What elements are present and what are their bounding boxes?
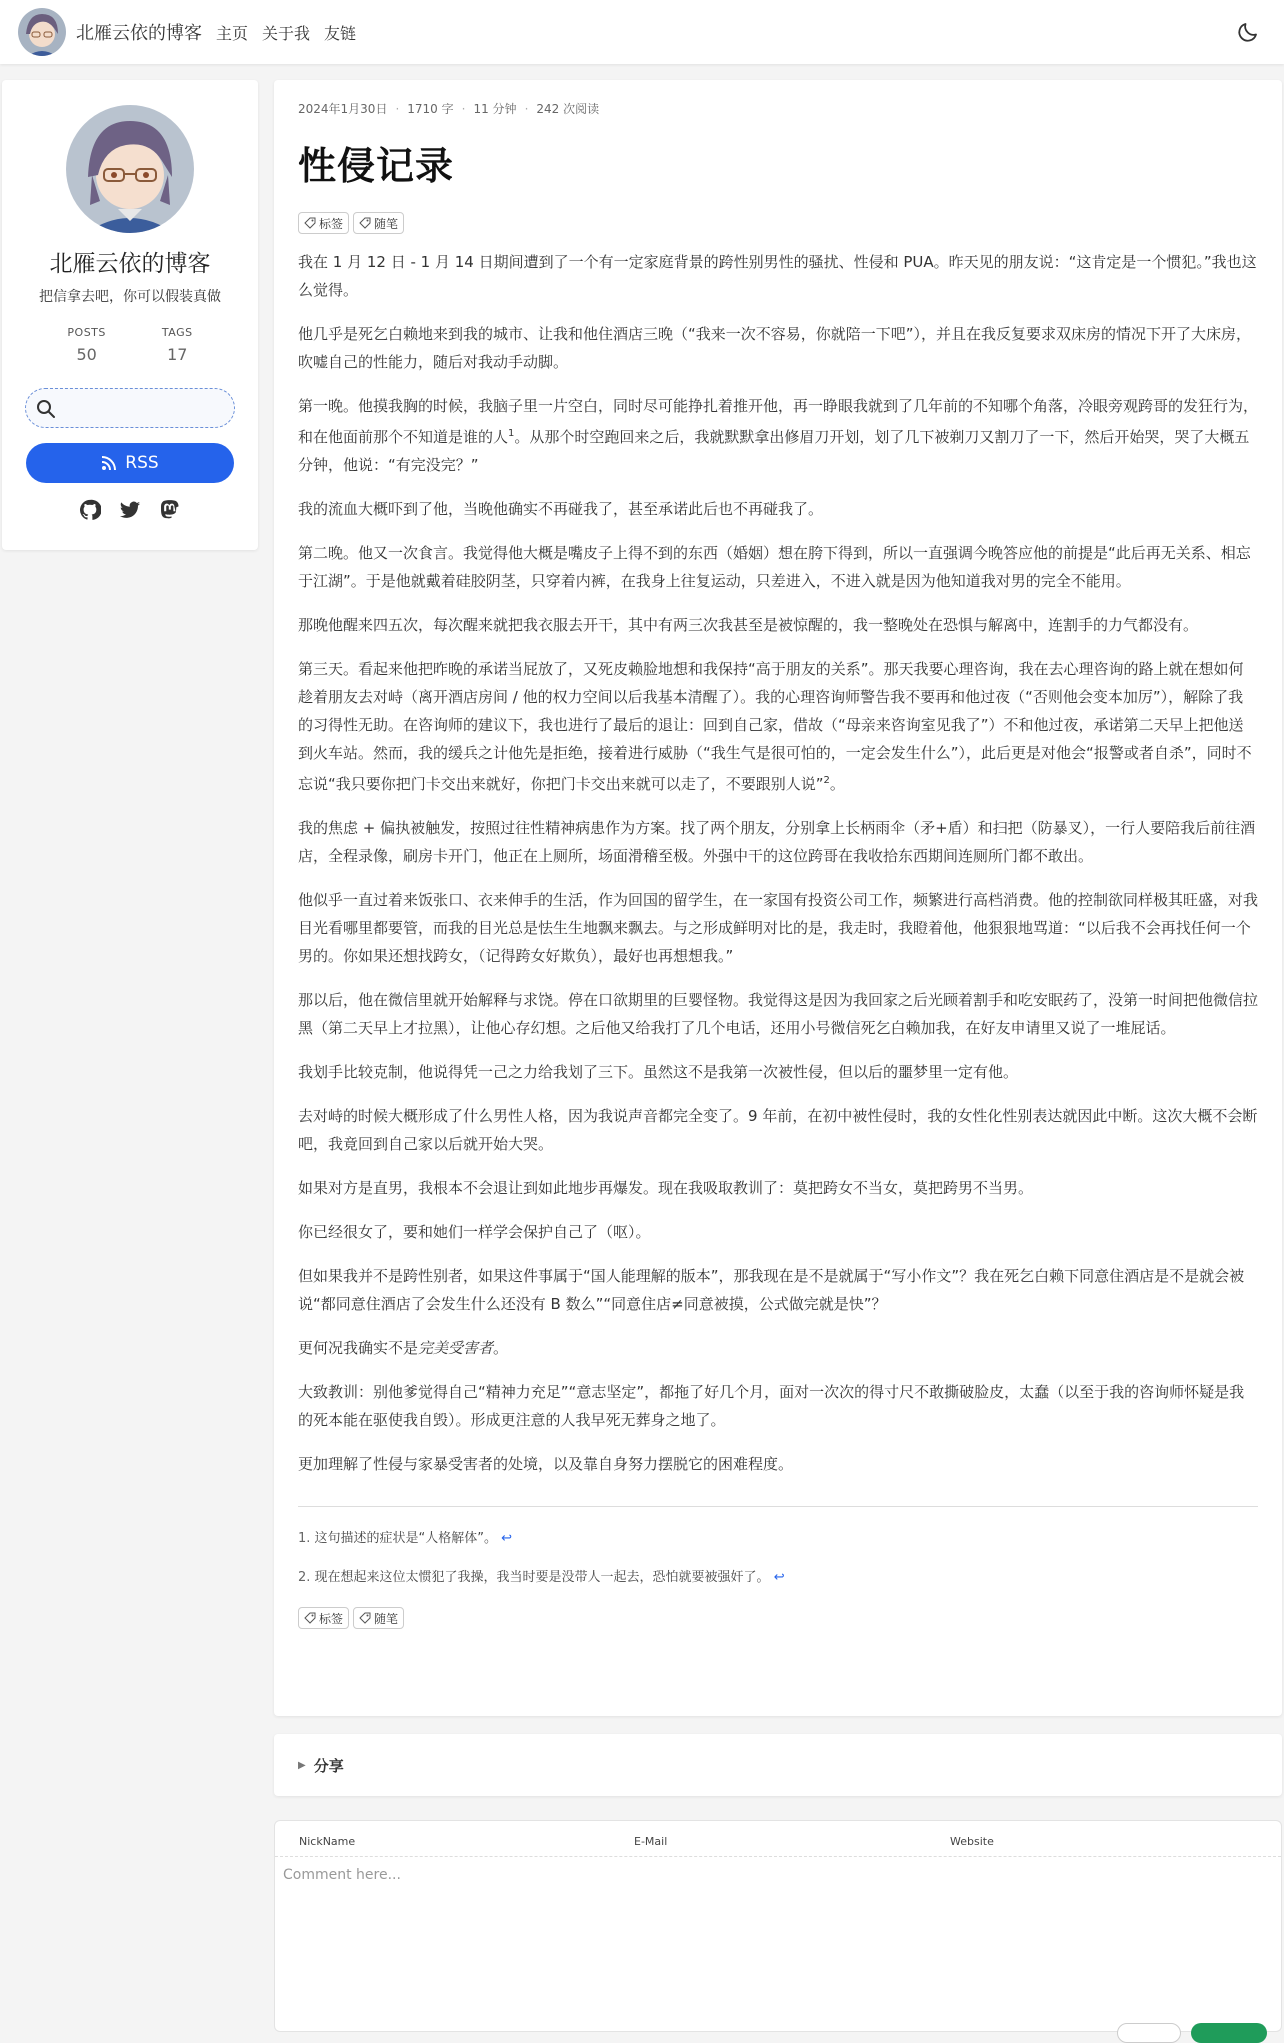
email-field[interactable]: E-Mail (634, 1835, 668, 1848)
paragraph (298, 320, 1258, 376)
tag-icon (304, 217, 316, 229)
paragraph-text: 。从那个时空跑回来之后，我就默默拿出修眉刀开划，划了几下被剃刀又割刀了一下，然后开始哭，哭了大概五分钟，他说：“有完没完？” (298, 428, 1250, 474)
tag-label: 标签 (319, 1611, 344, 1626)
site-title[interactable]: 北雁云依的博客 (76, 23, 202, 44)
paragraph-text: 更何况我确实不是 (298, 1339, 419, 1357)
stat-posts-label: POSTS (67, 326, 106, 339)
paragraph (298, 655, 1258, 798)
article-tags-top (298, 212, 1258, 234)
comment-textarea[interactable]: Comment here... (283, 1867, 401, 1883)
preview-button[interactable] (1117, 2023, 1181, 2043)
post-date: 2024年1月30日 (298, 102, 388, 116)
rss-label: RSS (125, 453, 159, 473)
paragraph (298, 392, 1258, 479)
share-label: 分享 (313, 1756, 344, 1775)
paragraph (298, 1334, 1258, 1362)
profile-stats (2, 326, 258, 364)
tag-label: 标签 (319, 216, 344, 231)
nickname-field[interactable]: NickName (299, 1835, 356, 1848)
paragraph: 如果对方是直男，我根本不会退让到如此地步再爆发。现在我吸取教训了：莫把跨女不当女，莫把跨男不当男。 (298, 1179, 1034, 1197)
paragraph: 第二晚。他又一次食言。我觉得他大概是嘴皮子上得不到的东西（婚姻）想在胯下得到，所以一直强调今晚答应他的前提是“此后再无关系、相忘于江湖”。于是他就戴着硅胶阴茎，只穿着内裤，在我身上往复运动，只差进入，不进入就是因为他知道我对男的完全不能用。 (298, 544, 1251, 590)
moon-icon[interactable] (1236, 20, 1260, 44)
footnote-item (298, 1568, 1258, 1588)
search-input[interactable] (64, 395, 224, 421)
share-toggle[interactable] (274, 1734, 1282, 1796)
paragraph-text: 第三天。看起来他把昨晚的承诺当屁放了，又死皮赖脸地想和我保持“高于朋友的关系”。那天我要心理咨询，我在去心理咨询的路上就在想如何趁着朋友去对峙（离开酒店房间 / 他的权力空间以后我基本清醒了）。我的心理咨询师警告我不要再和他过夜（“否则他会变本加厉”），解除了我的习得性无助。在咨询师的建议下，我也进行了最后的退让：回到自己家，借故（“母亲来咨询室见我了”）不和他过夜，承诺第二天早上把他送到火车站。然而，我的缓兵之计他先是拒绝，接着进行威胁（“我生气是很可怕的，一定会发生什么”），此后更是对他会“报警或者自杀”，同时不忘说“我只要你把门卡交出来就好，你把门卡交出来就可以走了，不要跟别人说” (298, 660, 1252, 793)
mastodon-icon[interactable] (159, 499, 181, 521)
tag-chip[interactable] (353, 212, 404, 234)
paragraph: 去对峙的时候大概形成了什么男性人格，因为我说声音都完全变了。9 年前，在初中被性侵时，我的女性化性别表达就因此中断。这次大概不会断吧，我竟回到自己家以后就开始大哭。 (298, 1107, 1258, 1153)
paragraph: 但如果我并不是跨性别者，如果这件事属于“国人能理解的版本”，那我现在是不是就属于“写小作文”？我在死乞白赖下同意住酒店是不是就会被说“都同意住酒店了会发生什么还没有 B 数么”“同意住店≠同意被摸，公式做完就是快”？ (298, 1267, 1245, 1313)
stat-tags-value: 17 (167, 345, 188, 364)
meta-separator: · (461, 101, 466, 116)
paragraph: 那晚他醒来四五次，每次醒来就把我衣服去开干，其中有两三次我甚至是被惊醒的，我一整晚处在恐惧与解离中，连割手的力气都没有。 (298, 616, 1199, 634)
emphasis-text: 完美受害者 (418, 1339, 494, 1357)
stat-posts[interactable] (67, 326, 105, 364)
footnote-item (298, 1529, 1258, 1549)
article-body (298, 248, 1258, 1478)
footnote-number: 2. (298, 1570, 311, 1585)
github-icon[interactable] (79, 499, 101, 521)
footnotes-list (298, 1529, 1258, 1588)
footnote-number: 1. (298, 1531, 311, 1546)
tag-chip[interactable] (298, 212, 349, 234)
paragraph-text: 。 (493, 1339, 509, 1357)
stat-tags[interactable] (162, 326, 193, 364)
article-meta (298, 100, 1258, 117)
profile-name: 北雁云依的博客 (49, 251, 211, 277)
website-field[interactable]: Website (950, 1835, 994, 1848)
search-icon (36, 399, 56, 419)
paragraph: 大致教训：别他爹觉得自己“精神力充足”“意志坚定”，都拖了好几个月，面对一次次的得寸尺不敢撕破脸皮，太蠢（以至于我的咨询师怀疑是我的死本能在驱使我自毁）。形成更注意的人我早死无葬身之地了。 (298, 1383, 1245, 1429)
footnote-ref-1[interactable]: 1 (508, 428, 515, 439)
disclosure-triangle-icon: ▶ (298, 1759, 306, 1771)
paragraph: 你已经很女了，要和她们一样学会保护自己了（呕）。 (298, 1223, 651, 1241)
submit-button[interactable] (1191, 2023, 1267, 2043)
tag-icon (304, 1612, 316, 1624)
tag-icon (359, 1612, 371, 1624)
footnote-ref-2[interactable]: 2 (823, 775, 830, 786)
tag-label: 随笔 (374, 1611, 399, 1626)
top-navbar (0, 0, 1284, 64)
paragraph: 我划手比较克制，他说得凭一己之力给我划了三下。虽然这不是我第一次被性侵，但以后的噩梦里一定有他。 (298, 1063, 1019, 1081)
paragraph: 他似乎一直过着来饭张口、衣来伸手的生活，作为回国的留学生，在一家国有投资公司工作，频繁进行高档消费。他的控制欲同样极其旺盛，对我目光看哪里都要管，而我的目光总是怯生生地飘来飘去。与之形成鲜明对比的是，我走时，我瞪着他，他狠狠地骂道：“以后我不会再找任何一个男的。你如果还想找跨女，（记得跨女好欺负），最好也再想想我。” (298, 891, 1259, 965)
paragraph-text: 。 (829, 775, 845, 793)
paragraph: 我的焦虑 + 偏执被触发，按照过往性精神病患作为方案。找了两个朋友，分别拿上长柄雨伞（矛+盾）和扫把（防暴叉），一行人要陪我后前往酒店，全程录像，刷房卡开门，他正在上厕所，场面滑稽至极。外强中干的这位跨哥在我收拾东西期间连厕所门都不敢出。 (298, 819, 1256, 865)
article-title: 性侵记录 (298, 144, 455, 188)
article-tags-bottom (298, 1607, 1258, 1629)
paragraph: 那以后，他在微信里就开始解释与求饶。停在口欲期里的巨婴怪物。我觉得这是因为我回家之后光顾着割手和吃安眠药了，没第一时间把他微信拉黑（第二天早上才拉黑），让他心存幻想。之后他又给我打了几个电话，还用小号微信死乞白赖加我，在好友申请里又说了一堆屁话。 (298, 991, 1259, 1037)
tag-chip[interactable] (353, 1607, 404, 1629)
paragraph: 我在 1 月 12 日 - 1 月 14 日期间遭到了一个有一定家庭背景的跨性别男性的骚扰、性侵和 PUA。昨天见的朋友说：“这肯定是一个惯犯。”我也这么觉得。 (298, 253, 1257, 299)
footnote-text: 这句描述的症状是“人格解体”。 (314, 1531, 498, 1546)
meta-separator: · (524, 101, 529, 116)
tag-icon (359, 217, 371, 229)
post-read-time: 11 分钟 (473, 102, 517, 116)
post-word-count: 1710 字 (407, 102, 454, 116)
profile-sidebar (2, 80, 258, 550)
nav-about[interactable]: 关于我 (262, 23, 311, 43)
stat-tags-label: TAGS (161, 326, 193, 339)
paragraph: 我的流血大概吓到了他，当晚他确实不再碰我了，甚至承诺此后也不再碰我了。 (298, 500, 824, 518)
comment-fields (275, 1821, 1281, 1848)
twitter-icon[interactable] (119, 499, 141, 521)
rss-button[interactable] (26, 443, 234, 483)
nav-friends[interactable]: 友链 (324, 23, 357, 43)
footnotes-divider (298, 1506, 1258, 1507)
stat-posts-value: 50 (76, 345, 97, 364)
footnote-backlink[interactable]: ↩ (501, 1531, 513, 1546)
article-card (274, 80, 1282, 1716)
footnote-text: 现在想起来这位太惯犯了我操，我当时要是没带人一起去，恐怕就要被强奸了。 (314, 1570, 770, 1585)
profile-avatar (66, 105, 194, 233)
comment-box (274, 1820, 1282, 2032)
nav-home[interactable]: 主页 (216, 23, 249, 43)
paragraph-text: 第一晚。他摸我胸的时候，我脑子里一片空白，同时尽可能挣扎着推开他，再一睁眼我就到了几年前的不知哪个角落，冷眼旁观跨哥的发狂行为，和在他面前那个不知道是谁的人 (298, 397, 1259, 446)
paragraph-text: 他几乎是死乞白赖地来到我的城市、让我和他住酒店三晚（“我来一次不容易，你就陪一下吧”），并且在我反复要求双床房的情况下开了大床房，吹嘘自己的性能力，随后对我动手动脚。 (298, 325, 1252, 371)
profile-description: 把信拿去吧，你可以假装真做 (39, 289, 221, 305)
footnote-backlink[interactable]: ↩ (773, 1570, 785, 1585)
meta-separator: · (395, 101, 400, 116)
paragraph: 更加理解了性侵与家暴受害者的处境，以及靠自身努力摆脱它的困难程度。 (298, 1455, 794, 1473)
post-views: 242 次阅读 (536, 102, 600, 116)
search-box[interactable] (25, 388, 235, 428)
tag-chip[interactable] (298, 1607, 349, 1629)
tag-label: 随笔 (374, 216, 399, 231)
site-avatar[interactable] (18, 8, 66, 56)
social-links (2, 499, 258, 521)
rss-icon (101, 455, 117, 471)
